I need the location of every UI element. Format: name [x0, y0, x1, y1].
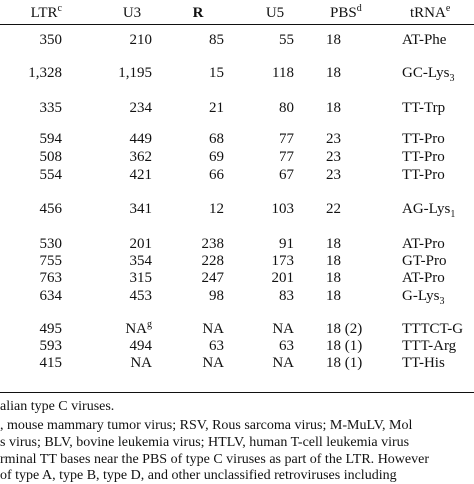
- cell-u5: 83: [279, 288, 294, 304]
- cell-u5: NA: [272, 321, 294, 337]
- header-r: R: [192, 5, 204, 21]
- cell-r: 63: [209, 338, 224, 354]
- cell-trna: GT-Pro: [402, 253, 447, 269]
- cell-u3: 315: [129, 270, 152, 286]
- cell-u3: 354: [129, 253, 152, 269]
- cell-ltr: 755: [39, 253, 62, 269]
- cell-ltr: 530: [39, 236, 62, 252]
- cell-pbs: 18: [326, 288, 341, 304]
- cell-trna: GC-Lys$_3$: [402, 65, 455, 84]
- cell-trna: TT-Trp: [402, 100, 446, 116]
- cell-pbs: 18: [326, 270, 341, 286]
- cell-trna: TT-Pro: [402, 167, 445, 183]
- cell-ltr: 456: [39, 201, 62, 217]
- cell-u5: 103: [271, 201, 294, 217]
- cell-u5: 77: [279, 131, 294, 147]
- cell-r: NA: [202, 355, 224, 371]
- cell-u3: 201: [129, 236, 152, 252]
- cell-pbs: 18: [326, 100, 341, 116]
- cell-pbs: 18 (1): [326, 338, 363, 354]
- cell-u5: 201: [271, 270, 294, 286]
- cell-u3: 341: [129, 201, 152, 217]
- cell-r: 68: [209, 131, 224, 147]
- cell-ltr: 335: [39, 100, 62, 116]
- header-rule: [0, 24, 474, 25]
- cell-pbs: 18 (2): [326, 321, 363, 337]
- cell-r: 21: [209, 100, 224, 116]
- cell-r: 238: [201, 236, 224, 252]
- cell-ltr: 415: [39, 355, 62, 371]
- cell-trna: TT-Pro: [402, 131, 445, 147]
- cell-pbs: 18: [326, 32, 341, 48]
- header-ltr: LTR$^c$: [30, 3, 62, 21]
- cell-u3: 234: [129, 100, 152, 116]
- cell-ltr: 495: [39, 321, 62, 337]
- cell-pbs: 22: [326, 201, 341, 217]
- cell-r: 228: [201, 253, 224, 269]
- header-trna: tRNA$^e$: [410, 3, 451, 21]
- cell-u5: 118: [272, 65, 294, 81]
- footnote-line: , mouse mammary tumor virus; RSV, Rous sarcoma virus; M-MuLV, Mol: [0, 418, 413, 433]
- cell-ltr: 763: [39, 270, 62, 286]
- cell-ltr: 594: [39, 131, 62, 147]
- cell-trna: AT-Pro: [402, 236, 445, 252]
- cell-ltr: 350: [39, 32, 62, 48]
- cell-trna: TT-His: [402, 355, 445, 371]
- table-bottom-rule: [0, 392, 474, 393]
- footnote-line: rminal TT bases near the PBS of type C viruses as part of the LTR. However: [0, 452, 429, 467]
- cell-u3: 210: [129, 32, 152, 48]
- cell-ltr: 508: [39, 149, 62, 165]
- cell-u5: 80: [279, 100, 294, 116]
- cell-r: 98: [209, 288, 224, 304]
- cell-u5: 55: [279, 32, 294, 48]
- cell-u5: 91: [279, 236, 294, 252]
- cell-r: 12: [209, 201, 224, 217]
- cell-ltr: 634: [39, 288, 62, 304]
- cell-trna: G-Lys$_3$: [402, 288, 445, 307]
- cell-pbs: 18 (1): [326, 355, 363, 371]
- cell-u3: 362: [129, 149, 152, 165]
- cell-u5: NA: [272, 355, 294, 371]
- footnote-line: s virus; BLV, bovine leukemia virus; HTLV, human T-cell leukemia virus: [0, 435, 410, 450]
- cell-ltr: 554: [39, 167, 62, 183]
- cell-pbs: 23: [326, 131, 341, 147]
- cell-trna: AT-Phe: [402, 32, 447, 48]
- header-u5: U5: [265, 5, 285, 21]
- cell-u3: 449: [129, 131, 152, 147]
- footnote-line: of type A, type B, type D, and other unclassified retroviruses including: [0, 468, 397, 483]
- cell-pbs: 23: [326, 149, 341, 165]
- cell-u5: 173: [271, 253, 294, 269]
- cell-u3: 421: [129, 167, 152, 183]
- footnote-line: alian type C viruses.: [0, 399, 115, 414]
- cell-r: NA: [202, 321, 224, 337]
- cell-trna: TT-Pro: [402, 149, 445, 165]
- cell-r: 66: [209, 167, 224, 183]
- cell-pbs: 18: [326, 236, 341, 252]
- cell-pbs: 23: [326, 167, 341, 183]
- cell-u3: 1,195: [118, 65, 152, 81]
- header-pbs: PBS$^d$: [330, 3, 362, 21]
- cell-trna: AT-Pro: [402, 270, 445, 286]
- cell-pbs: 18: [326, 65, 341, 81]
- cell-u3: 453: [129, 288, 152, 304]
- cell-r: 15: [209, 65, 224, 81]
- cell-r: 247: [201, 270, 224, 286]
- cell-u5: 77: [279, 149, 294, 165]
- cell-ltr: 1,328: [28, 65, 62, 81]
- cell-trna: TTTCT-G: [402, 321, 464, 337]
- cell-r: 69: [209, 149, 224, 165]
- cell-u5: 67: [279, 167, 294, 183]
- cell-ltr: 593: [39, 338, 62, 354]
- header-u3: U3: [122, 5, 142, 21]
- cell-trna: TTT-Arg: [402, 338, 457, 354]
- cell-u3: NA: [130, 355, 152, 371]
- cell-pbs: 18: [326, 253, 341, 269]
- cell-u3: $NA^g$: [125, 319, 152, 337]
- cell-r: 85: [209, 32, 224, 48]
- cell-u3: 494: [129, 338, 152, 354]
- cell-trna: AG-Lys$_1$: [402, 201, 456, 220]
- cell-u5: 63: [279, 338, 294, 354]
